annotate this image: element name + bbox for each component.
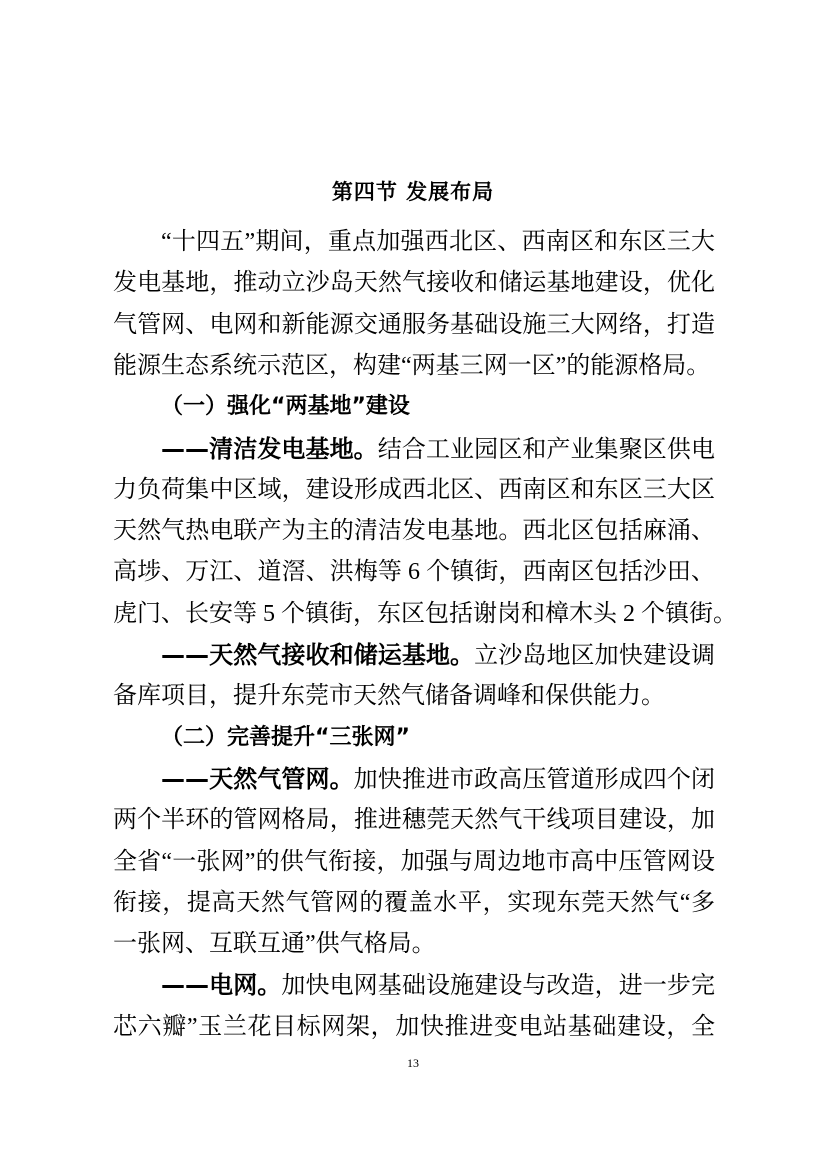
line-text: 全省“一张网”的供气衔接，加强与周边地市高中压管网设 — [113, 848, 715, 875]
line-text: 气管网、电网和新能源交通服务基础设施三大网络，打造 — [113, 311, 715, 338]
line-text: 力负荷集中区域，建设形成西北区、西南区和东区三大区 — [113, 476, 715, 503]
subsection-heading: （二）完善提升“三张网” — [161, 724, 410, 750]
text-line — [113, 309, 715, 341]
text-line — [113, 928, 715, 960]
line-text: 立沙岛地区加快建设调 — [474, 643, 715, 669]
text-line — [113, 846, 715, 878]
text-line — [113, 887, 715, 919]
text-line — [113, 267, 715, 299]
text-line — [113, 1011, 715, 1043]
bold-lead: ——清洁发电基地。 — [161, 434, 378, 463]
bold-lead: ——天然气接收和储运基地。 — [161, 641, 475, 669]
line-text: “十四五”期间，重点加强西北区、西南区和东区三大 — [161, 229, 715, 255]
text-line — [113, 639, 715, 671]
bold-lead: ——天然气管网。 — [161, 764, 354, 793]
line-text: 备库项目，提升东莞市天然气储备调峰和保供能力。 — [113, 683, 665, 710]
subsection-heading: （一）强化“两基地”建设 — [161, 394, 410, 420]
section-title: 第四节 发展布局 — [331, 180, 495, 204]
text-line — [113, 433, 715, 465]
line-text: 加快电网基础设施建设与改造，进一步完 — [281, 973, 715, 1000]
text-line — [113, 598, 737, 630]
line-text: 虎门、长安等 5 个镇街，东区包括谢岗和樟木头 2 个镇街。 — [113, 600, 737, 627]
line-text: 衔接，提高天然气管网的覆盖水平，实现东莞天然气“多 — [113, 889, 715, 916]
line-text: 一张网、互联互通”供气格局。 — [113, 931, 436, 958]
line-text: 天然气热电联产为主的清洁发电基地。西北区包括麻涌、 — [113, 518, 715, 545]
text-line — [113, 556, 715, 588]
text-line — [113, 350, 715, 382]
text-line — [113, 474, 715, 506]
line-text: 加快推进市政高压管道形成四个闭 — [353, 766, 715, 793]
bold-lead: ——电网。 — [161, 971, 282, 1000]
text-line — [113, 969, 715, 1001]
line-text: 结合工业园区和产业集聚区供电 — [377, 436, 715, 463]
line-text: 高埗、万江、道滘、洪梅等 6 个镇街，西南区包括沙田、 — [113, 559, 715, 586]
line-text: 两个半环的管网格局，推进穗莞天然气干线项目建设，加 — [113, 807, 715, 834]
line-text: 芯六瓣”玉兰花目标网架，加快推进变电站基础建设，全 — [113, 1013, 715, 1040]
text-line — [113, 226, 715, 258]
text-line — [113, 680, 715, 712]
text-line — [113, 515, 715, 547]
line-text: 能源生态系统示范区，构建“两基三网一区”的能源格局。 — [113, 352, 711, 379]
line-text: 发电基地，推动立沙岛天然气接收和储运基地建设，优化 — [113, 270, 715, 297]
text-line — [113, 804, 715, 836]
text-line — [113, 763, 715, 795]
page-number: 13 — [407, 1056, 419, 1070]
